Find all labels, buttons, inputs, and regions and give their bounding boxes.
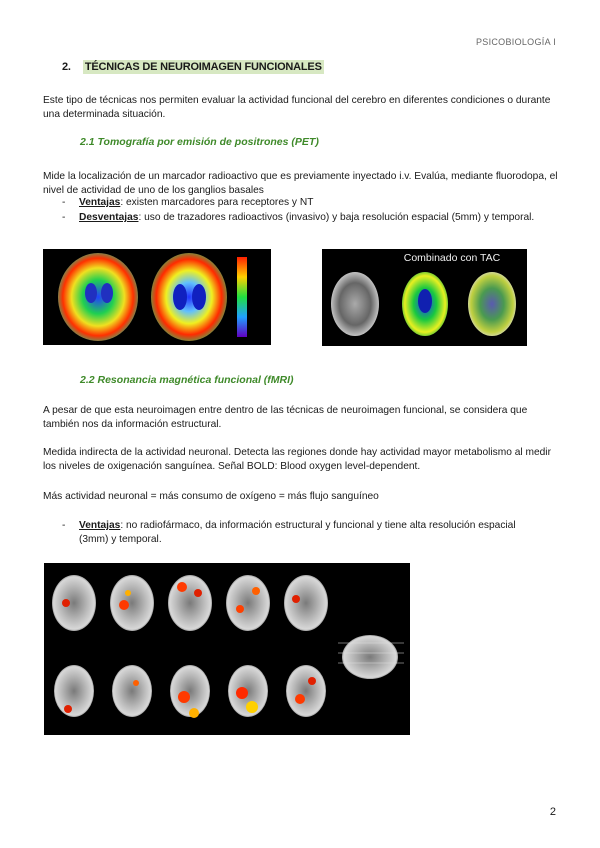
bullet-text: : existen marcadores para receptores y NT [120,197,314,208]
fmri-bullet-advantages [62,519,542,547]
pet-slice [58,253,138,341]
bullet-text: : uso de trazadores radioactivos (invasivo) y baja resolución espacial (5mm) y temporal. [138,212,535,223]
fmri-paragraph-2: Medida indirecta de la actividad neuronal. Detecta las regiones donde hay actividad mayor metabolismo al medir los niveles de oxigenación sanguínea. Señal BOLD: Blood oxygen level-dependent. [43,447,551,472]
bullet-label: Ventajas [79,197,121,208]
intro-paragraph: Este tipo de técnicas nos permiten evaluar la actividad funcional del cerebro en diferentes condiciones o durante una determinada situación. [43,95,551,120]
fmri-heading: 2.2 Resonancia magnética funcional (fMRI) [80,374,294,386]
bullet-dash: - [62,520,66,531]
pet-scan-image [43,249,271,345]
fused-slice [468,272,516,336]
section-number: 2. [62,61,71,73]
figure-caption: Combinado con TAC [403,252,501,264]
pet-ct-combined-image [322,249,527,346]
bullet-dash: - [62,197,66,208]
bullet-label: Desventajas [79,212,139,223]
pet-description: Mide la localización de un marcador radioactivo que es previamente inyectado i.v. Evalúa, mediante fluorodopa, el nivel de actividad de uno de los ganglios basales [43,171,558,196]
fmri-paragraph-3: Más actividad neuronal = más consumo de oxígeno = más flujo sanguíneo [43,491,379,502]
running-header: PSICOBIOLOGÍA I [475,37,556,47]
page-number: 2 [549,806,556,818]
pet-heading: 2.1 Tomografía por emisión de positrones (PET) [80,136,319,148]
fmri-sagittal-slice [338,629,404,685]
color-scale-bar [237,257,247,337]
section-title [62,61,324,73]
pet-bullet-advantages [62,196,542,210]
fmri-montage-image [44,563,410,735]
bullet-dash: - [62,212,66,223]
pet-bullet-disadvantages [62,211,542,225]
bullet-text: : no radiofármaco, da información estructural y funcional y tiene alta resolución espacial (3mm) y temporal. [79,520,516,545]
bullet-label: Ventajas [79,520,121,531]
fmri-paragraph-1: A pesar de que esta neuroimagen entre dentro de las técnicas de neuroimagen funcional, se considera que también nos da información estructural. [43,405,528,430]
pet-slice [151,253,227,341]
ct-slice [331,272,379,336]
section-title-text: TÉCNICAS DE NEUROIMAGEN FUNCIONALES [84,61,322,73]
